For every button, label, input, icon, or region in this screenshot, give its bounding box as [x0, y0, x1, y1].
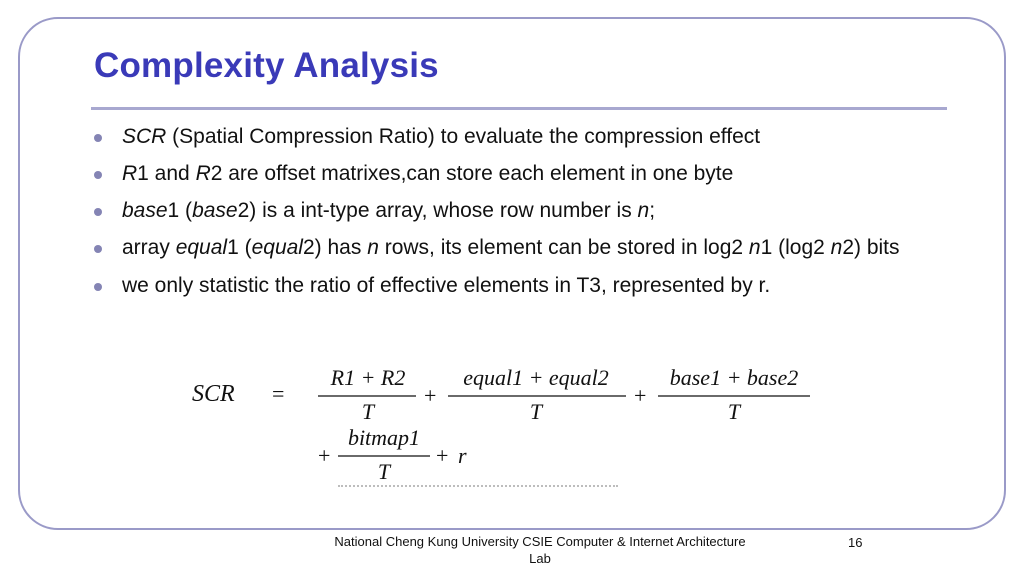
formula-plus: + — [424, 383, 437, 408]
formula-equals: = — [272, 381, 285, 406]
bullet-text: base1 (base2) is a int-type array, whose row number is n; — [122, 199, 656, 222]
slide-title: Complexity Analysis — [94, 46, 439, 85]
bullet-dot-icon — [94, 283, 102, 291]
cropped-formula-remnant — [338, 485, 618, 491]
page-number: 16 — [848, 535, 863, 550]
bullet-text: SCR (Spatial Compression Ratio) to evaluate the compression effect — [122, 125, 761, 148]
formula-lhs: SCR — [192, 381, 235, 407]
slide-footer: National Cheng Kung University CSIE Computer & Internet Architecture Lab — [334, 534, 746, 566]
formula-plus: + — [318, 443, 331, 468]
bullet-item — [92, 198, 932, 223]
formula-plus: + — [634, 383, 647, 408]
fraction-numerator: base1 + base2 — [669, 365, 799, 390]
formula-plus: + — [436, 443, 449, 468]
bullet-item — [92, 235, 932, 260]
formula-svg — [188, 355, 828, 495]
fraction-numerator: equal1 + equal2 — [463, 365, 609, 390]
bullet-text: array equal1 (equal2) has n rows, its element can be stored in log2 n1 (log2 n2) bits — [122, 236, 900, 259]
bullet-dot-icon — [94, 171, 102, 179]
fraction-numerator: R1 + R2 — [330, 365, 406, 390]
fraction-denominator: T — [529, 399, 543, 424]
fraction-denominator: T — [727, 399, 741, 424]
bullet-dot-icon — [94, 208, 102, 216]
bullet-item — [92, 124, 932, 149]
bullet-text: we only statistic the ratio of effective elements in T3, represented by r. — [122, 274, 771, 297]
fraction-denominator: T — [377, 459, 391, 484]
fraction-denominator: T — [361, 399, 375, 424]
bullet-list — [92, 124, 932, 310]
bullet-text: R1 and R2 are offset matrixes,can store each element in one byte — [122, 162, 734, 185]
bullet-dot-icon — [94, 245, 102, 253]
fraction-numerator: bitmap1 — [347, 425, 421, 450]
scr-formula — [188, 355, 828, 495]
bullet-dot-icon — [94, 134, 102, 142]
formula-tail: r — [458, 443, 467, 468]
bullet-item — [92, 273, 932, 298]
title-underline — [91, 107, 947, 110]
bullet-item — [92, 161, 932, 186]
